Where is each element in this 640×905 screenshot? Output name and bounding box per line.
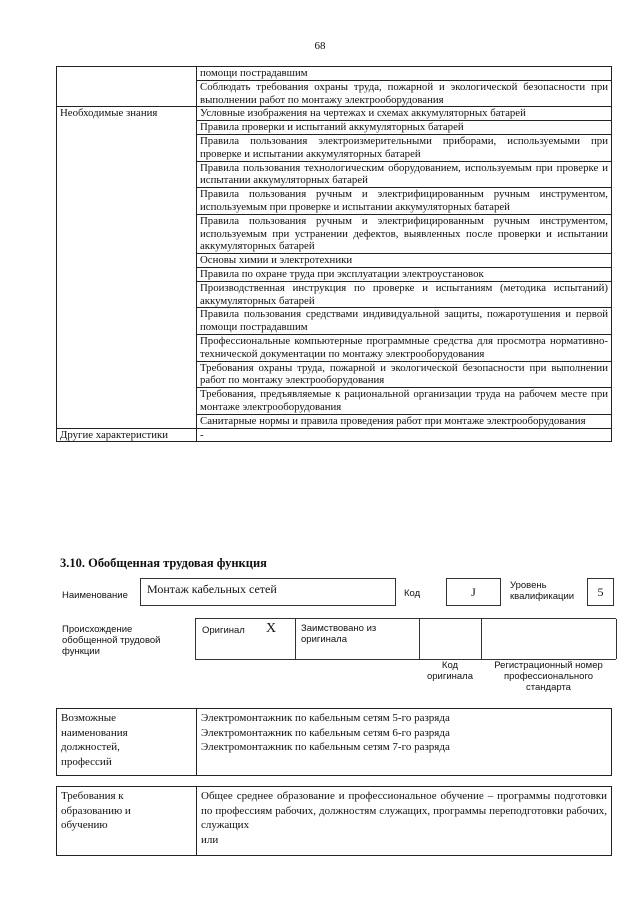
row-label-other: Другие характеристики [57,428,197,442]
table-row [57,787,612,856]
code-caption [419,660,481,682]
table-cell: Правила по охране труда при эксплуатации электроустановок [197,267,612,281]
table-cell: Требования, предъявляемые к рациональной организации труда на рабочем месте при монтаже электрооборудования [197,388,612,415]
education-table [56,786,612,856]
code-label: Код [404,588,421,599]
table-cell: Условные изображения на чертежах и схемах аккумуляторных батарей [197,107,612,121]
level-label-line2: квалификации [510,591,575,602]
positions-list [197,709,612,776]
borrowed-label [301,623,376,645]
positions-label-line4: профессий [61,755,112,768]
positions-label-line2: наименования [61,726,128,739]
table-cell: Профессиональные компьютерные программные средства для просмотра нормативно-технической документации по монтажу электрооборудования [197,334,612,361]
reg-caption-line1: Регистрационный номер [494,660,603,671]
positions-table [56,708,612,776]
table-row [57,107,612,121]
name-label: Наименование [62,590,128,601]
table-cell: Требования охраны труда, пожарной и экологической безопасности при выполнении работ по монтажу электрооборудования [197,361,612,388]
origin-label-line1: Происхождение [62,624,133,635]
table-cell: Производственная инструкция по проверке и испытаниям (методика испытаний) аккумуляторных батарей [197,281,612,308]
borrowed-cell [295,619,420,659]
row-label-knowledge: Необходимые знания [57,107,197,428]
original-label: Оригинал [202,625,245,636]
original-cell [195,619,296,659]
table-cell: Правила пользования электроизмерительными приборами, используемыми при проверке и испытании аккумуляторных батарей [197,134,612,161]
table-cell: помощи пострадавшим [197,67,612,81]
table-row [57,709,612,776]
reg-caption [481,660,616,693]
origin-label-line3: функции [62,646,100,657]
section-title: 3.10. Обобщенная трудовая функция [60,556,267,570]
original-mark: X [266,621,277,636]
positions-label-line3: должностей, [61,741,120,753]
education-text-or: или [201,833,219,846]
list-item: Электромонтажник по кабельным сетям 6-го разряда [201,726,450,739]
table-cell: Правила пользования технологическим оборудованием, используемым при проверке и испытании аккумуляторных батарей [197,161,612,188]
education-label-line2: образованию и [61,804,131,817]
education-label [57,787,197,856]
code-value: J [446,578,501,606]
positions-label-line1: Возможные [61,712,116,724]
list-item: Электромонтажник по кабельным сетям 7-го разряда [201,741,450,753]
table-cell: Правила проверки и испытаний аккумуляторных батарей [197,121,612,135]
row-label-empty [57,67,197,107]
table-cell: Санитарные нормы и правила проведения работ при монтаже электрооборудования [197,414,612,428]
reg-caption-line3: стандарта [526,682,571,693]
level-label-line1: Уровень [510,580,547,591]
table-row [57,67,612,81]
code-caption-line1: Код [441,660,459,671]
table-cell: Основы химии и электротехники [197,254,612,268]
table-cell: Правила пользования средствами индивидуальной защиты, пожаротушения и первой помощи пострадавшим [197,308,612,335]
reg-number-cell [481,619,617,659]
education-text-main: Общее среднее образование и профессиональное обучение – программы подготовки по профессиям рабочих, должностям служащих, программы переподготовки рабочих, служащих [201,790,607,831]
code-caption-line2: оригинала [426,671,473,682]
education-label-line3: обучению [61,819,108,831]
table-cell: - [197,428,612,442]
origin-grid [195,618,616,660]
level-label [510,580,574,602]
table-row [57,428,612,442]
reg-caption-line2: профессионального [504,671,593,682]
origin-label [62,624,160,657]
list-item: Электромонтажник по кабельным сетям 5-го разряда [201,712,450,724]
table-cell: Правила пользования ручным и электрифицированным ручным инструментом, используемым при проверке и испытании аккумуляторных батарей [197,188,612,215]
level-value: 5 [587,578,614,606]
borrowed-label-line1: Заимствовано из [301,623,377,634]
education-label-line1: Требования к [61,790,124,802]
page-number: 68 [314,40,326,52]
borrowed-label-line2: оригинала [301,634,348,645]
origin-code-cell [419,619,482,659]
origin-label-line2: обобщенной трудовой [62,635,161,646]
positions-label [57,709,197,776]
name-value: Монтаж кабельных сетей [140,578,396,606]
table-cell: Правила пользования ручным и электрифицированным ручным инструментом, используемым при устранении дефектов, выявленных после проверки и испытании аккумуляторных батарей [197,214,612,253]
education-text [197,787,612,856]
table-cell: Соблюдать требования охраны труда, пожарной и экологической безопасности при выполнении работ по монтажу электрооборудования [197,80,612,107]
knowledge-table [56,66,612,442]
